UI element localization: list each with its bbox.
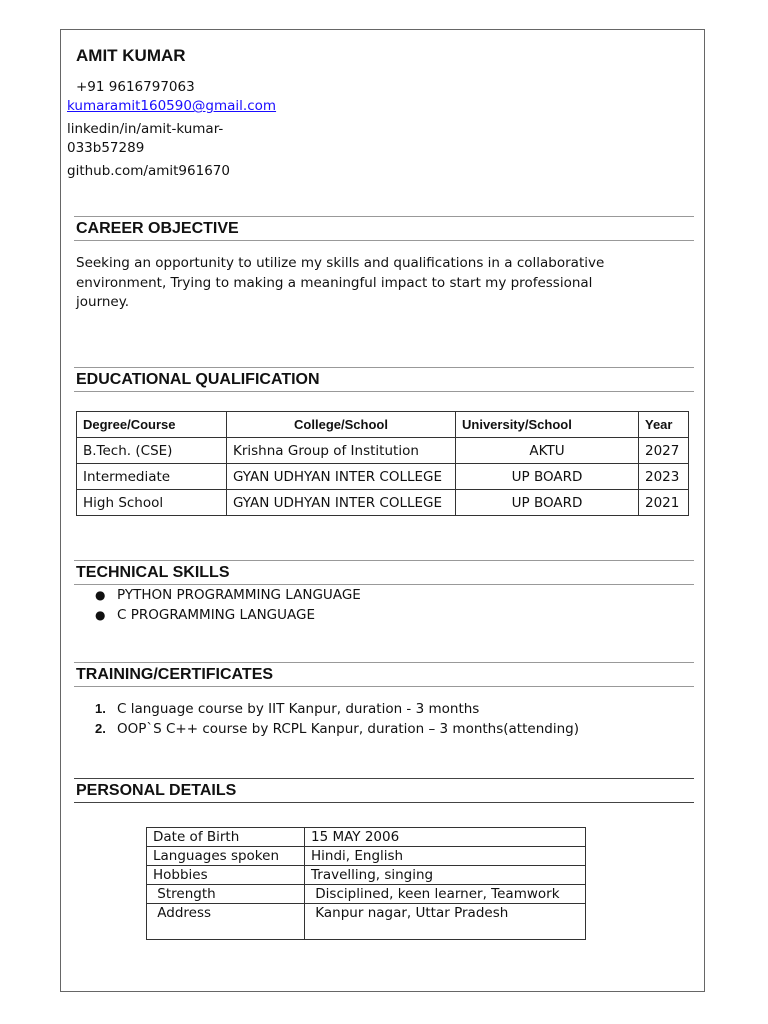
phone-number: +91 9616797063 bbox=[76, 79, 195, 95]
table-cell: Travelling, singing bbox=[305, 866, 586, 885]
section-heading: TECHNICAL SKILLS bbox=[76, 564, 230, 581]
education-table bbox=[76, 411, 689, 516]
column-header: College/School bbox=[227, 412, 456, 438]
table-row bbox=[147, 866, 586, 885]
career-objective-text: Seeking an opportunity to utilize my skills and qualifications in a collaborative environment, Trying to making a meaningful impact to start my professional journey. bbox=[76, 255, 605, 310]
table-cell: 2021 bbox=[639, 490, 689, 516]
personal-details-table bbox=[146, 827, 586, 940]
skills-list bbox=[95, 585, 361, 625]
column-header: Year bbox=[639, 412, 689, 438]
section-heading: PERSONAL DETAILS bbox=[76, 782, 237, 799]
resume-page bbox=[60, 29, 705, 992]
table-cell: AKTU bbox=[456, 438, 639, 464]
section-technical-skills bbox=[74, 560, 694, 585]
section-heading: CAREER OBJECTIVE bbox=[76, 220, 239, 237]
list-number: 1. bbox=[95, 701, 106, 716]
section-heading: EDUCATIONAL QUALIFICATION bbox=[76, 371, 320, 388]
table-row bbox=[147, 847, 586, 866]
table-cell: UP BOARD bbox=[456, 490, 639, 516]
list-item bbox=[95, 585, 361, 605]
table-row bbox=[77, 464, 689, 490]
table-cell: High School bbox=[77, 490, 227, 516]
training-label: C language course by IIT Kanpur, duration - 3 months bbox=[117, 701, 480, 717]
skill-label: PYTHON PROGRAMMING LANGUAGE bbox=[117, 587, 361, 603]
training-label: OOP`S C++ course by RCPL Kanpur, duration – 3 months(attending) bbox=[117, 721, 579, 737]
candidate-name: AMIT KUMAR bbox=[76, 46, 186, 65]
skill-label: C PROGRAMMING LANGUAGE bbox=[117, 607, 316, 623]
table-cell: 15 MAY 2006 bbox=[305, 828, 586, 847]
table-cell: Disciplined, keen learner, Teamwork bbox=[305, 885, 586, 904]
column-header: University/School bbox=[456, 412, 639, 438]
section-education bbox=[74, 367, 694, 392]
email-link[interactable]: kumaramit160590@gmail.com bbox=[67, 98, 277, 114]
table-row bbox=[77, 438, 689, 464]
list-item bbox=[95, 699, 579, 719]
github-url: github.com/amit961670 bbox=[67, 163, 230, 179]
table-cell: GYAN UDHYAN INTER COLLEGE bbox=[227, 464, 456, 490]
table-row bbox=[147, 828, 586, 847]
table-cell: Hindi, English bbox=[305, 847, 586, 866]
table-cell: B.Tech. (CSE) bbox=[77, 438, 227, 464]
list-number: 2. bbox=[95, 721, 106, 736]
table-cell: Krishna Group of Institution bbox=[227, 438, 456, 464]
section-training bbox=[74, 662, 694, 687]
section-personal-details bbox=[74, 778, 694, 803]
table-cell: Address bbox=[147, 904, 305, 940]
table-cell: UP BOARD bbox=[456, 464, 639, 490]
table-cell: 2027 bbox=[639, 438, 689, 464]
table-cell: Kanpur nagar, Uttar Pradesh bbox=[305, 904, 586, 940]
linkedin-line-2: 033b57289 bbox=[67, 140, 145, 156]
table-cell: Strength bbox=[147, 885, 305, 904]
table-cell: 2023 bbox=[639, 464, 689, 490]
bullet-icon: ● bbox=[95, 588, 106, 602]
table-cell: GYAN UDHYAN INTER COLLEGE bbox=[227, 490, 456, 516]
table-cell: Hobbies bbox=[147, 866, 305, 885]
table-row bbox=[147, 904, 586, 940]
table-row bbox=[147, 885, 586, 904]
table-cell: Date of Birth bbox=[147, 828, 305, 847]
table-cell: Languages spoken bbox=[147, 847, 305, 866]
column-header: Degree/Course bbox=[77, 412, 227, 438]
list-item bbox=[95, 605, 361, 625]
table-cell: Intermediate bbox=[77, 464, 227, 490]
table-header-row bbox=[77, 412, 689, 438]
list-item bbox=[95, 719, 579, 739]
section-career-objective bbox=[74, 216, 694, 241]
training-list bbox=[95, 699, 579, 739]
section-heading: TRAINING/CERTIFICATES bbox=[76, 666, 274, 683]
bullet-icon: ● bbox=[95, 608, 106, 622]
linkedin-line-1: linkedin/in/amit-kumar- bbox=[67, 121, 224, 137]
table-row bbox=[77, 490, 689, 516]
